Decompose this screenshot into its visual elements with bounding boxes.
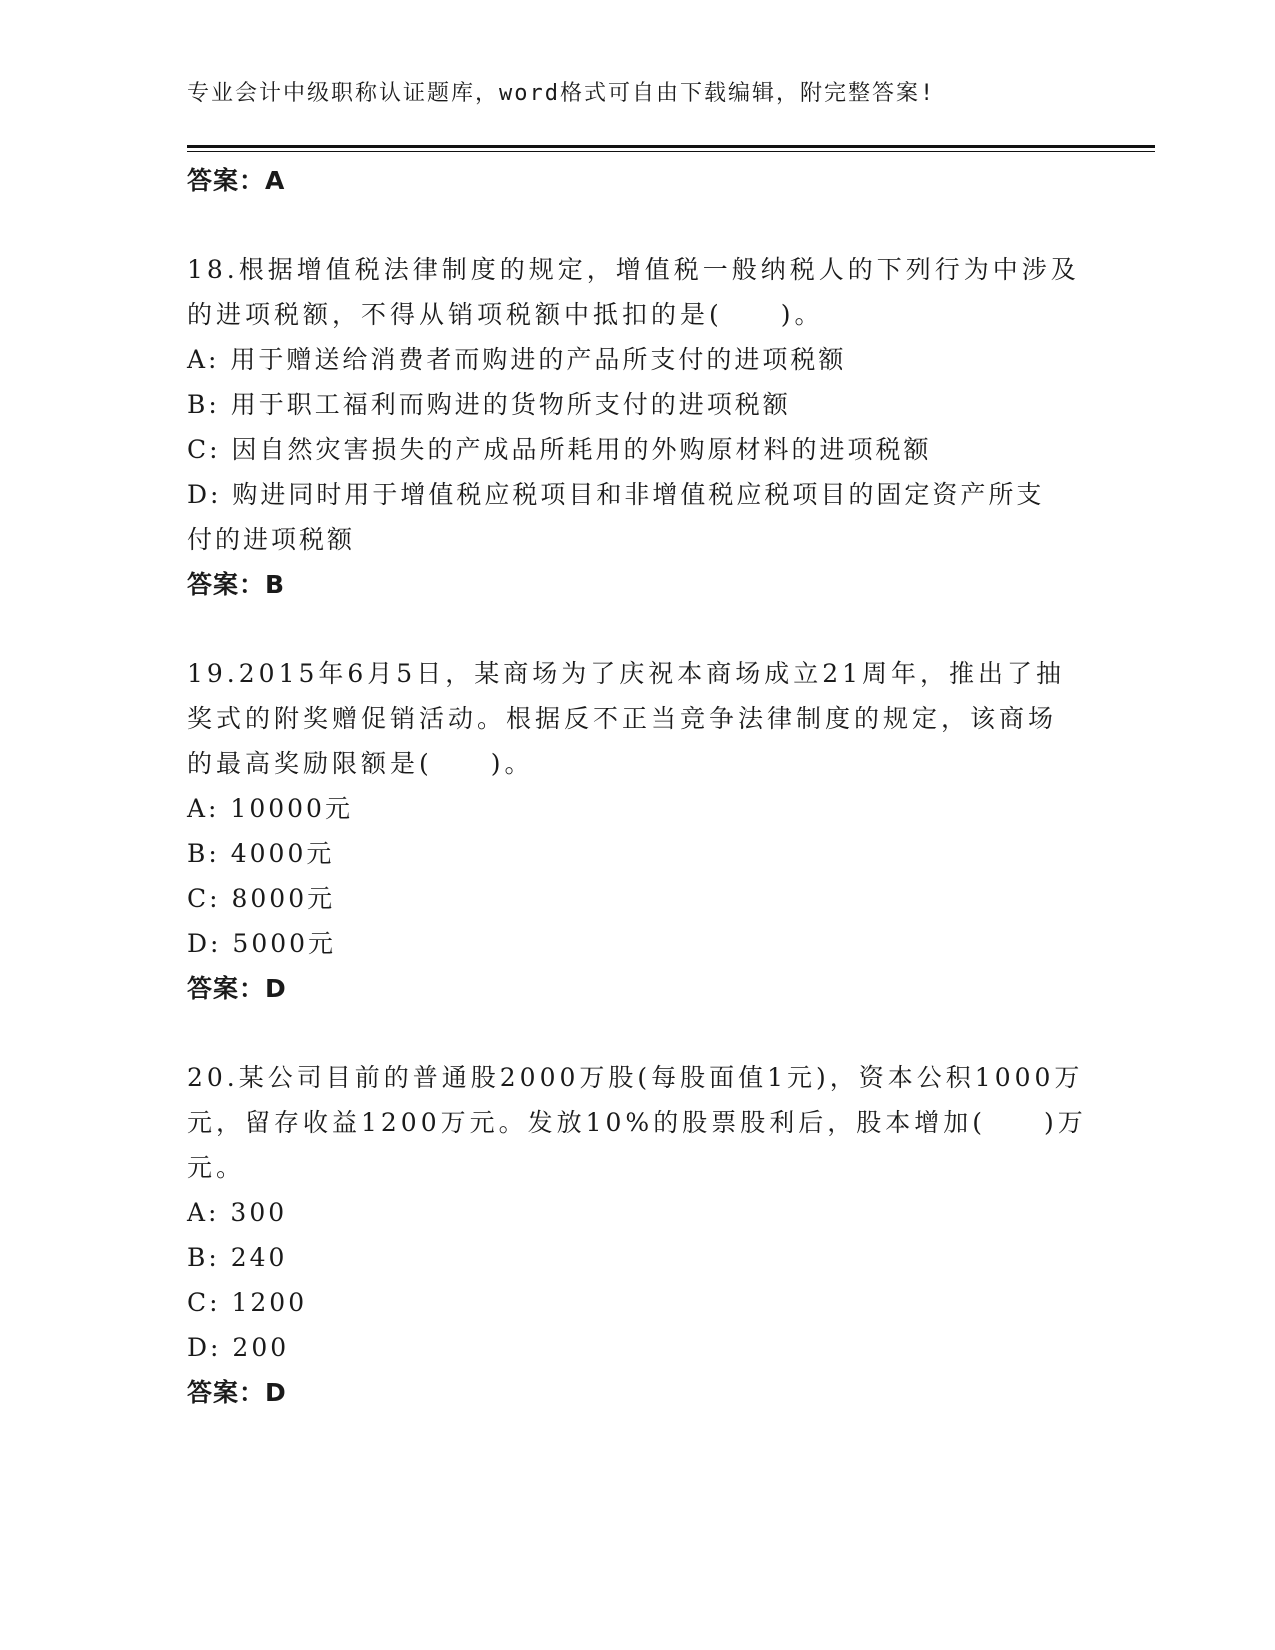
option-d [187,1325,1087,1370]
option-a [187,786,1087,831]
stem-line: 的最高奖励限额是( )。 [187,749,534,778]
option-line: C: 因自然灾害损失的产成品所耗用的外购原材料的进项税额 [187,435,932,464]
option-d [187,921,1087,966]
answer: 答案：D [187,1378,287,1407]
option-c [187,876,1087,921]
stem-line: 元，留存收益1200万元。发放10%的股票股利后，股本增加( )万 [187,1108,1087,1137]
option-line: C: 1200 [187,1288,308,1317]
stem-line: 19.2015年6月5日，某商场为了庆祝本商场成立21周年，推出了抽 [187,659,1066,688]
header-rule-thin [187,151,1155,152]
previous-answer: 答案：A [187,166,286,195]
option-line: C: 8000元 [187,884,336,913]
header-rule-thick [187,145,1155,148]
option-line: D: 5000元 [187,929,337,958]
page-header: 专业会计中级职称认证题库，word格式可自由下载编辑，附完整答案! [187,81,936,106]
option-line: A: 用于赠送给消费者而购进的产品所支付的进项税额 [187,345,847,374]
option-a [187,1190,1087,1235]
question-stem [187,247,1087,337]
question-18 [187,247,1087,607]
option-line: B: 4000元 [187,839,335,868]
stem-line: 18.根据增值税法律制度的规定，增值税一般纳税人的下列行为中涉及 [187,255,1080,284]
option-line: D: 购进同时用于增值税应税项目和非增值税应税项目的固定资产所支 [187,480,1045,509]
option-c [187,1280,1087,1325]
option-line: B: 240 [187,1243,288,1272]
question-content [187,158,1087,1415]
answer: 答案：B [187,570,286,599]
stem-line: 的进项税额，不得从销项税额中抵扣的是( )。 [187,300,824,329]
option-c [187,427,1087,472]
option-b [187,382,1087,427]
option-b [187,1235,1087,1280]
option-line: B: 用于职工福利而购进的货物所支付的进项税额 [187,390,791,419]
option-a [187,337,1087,382]
option-line: D: 200 [187,1333,290,1362]
stem-line: 元。 [187,1153,246,1182]
option-d [187,472,1087,562]
option-line: A: 300 [187,1198,288,1227]
answer: 答案：D [187,974,287,1003]
question-stem [187,1055,1087,1190]
option-line: A: 10000元 [187,794,353,823]
option-b [187,831,1087,876]
stem-line: 20.某公司目前的普通股2000万股(每股面值1元)，资本公积1000万 [187,1063,1084,1092]
option-line: 付的进项税额 [187,525,356,554]
question-19 [187,651,1087,1011]
stem-line: 奖式的附奖赠促销活动。根据反不正当竞争法律制度的规定，该商场 [187,704,1058,733]
question-20 [187,1055,1087,1415]
question-stem [187,651,1087,786]
